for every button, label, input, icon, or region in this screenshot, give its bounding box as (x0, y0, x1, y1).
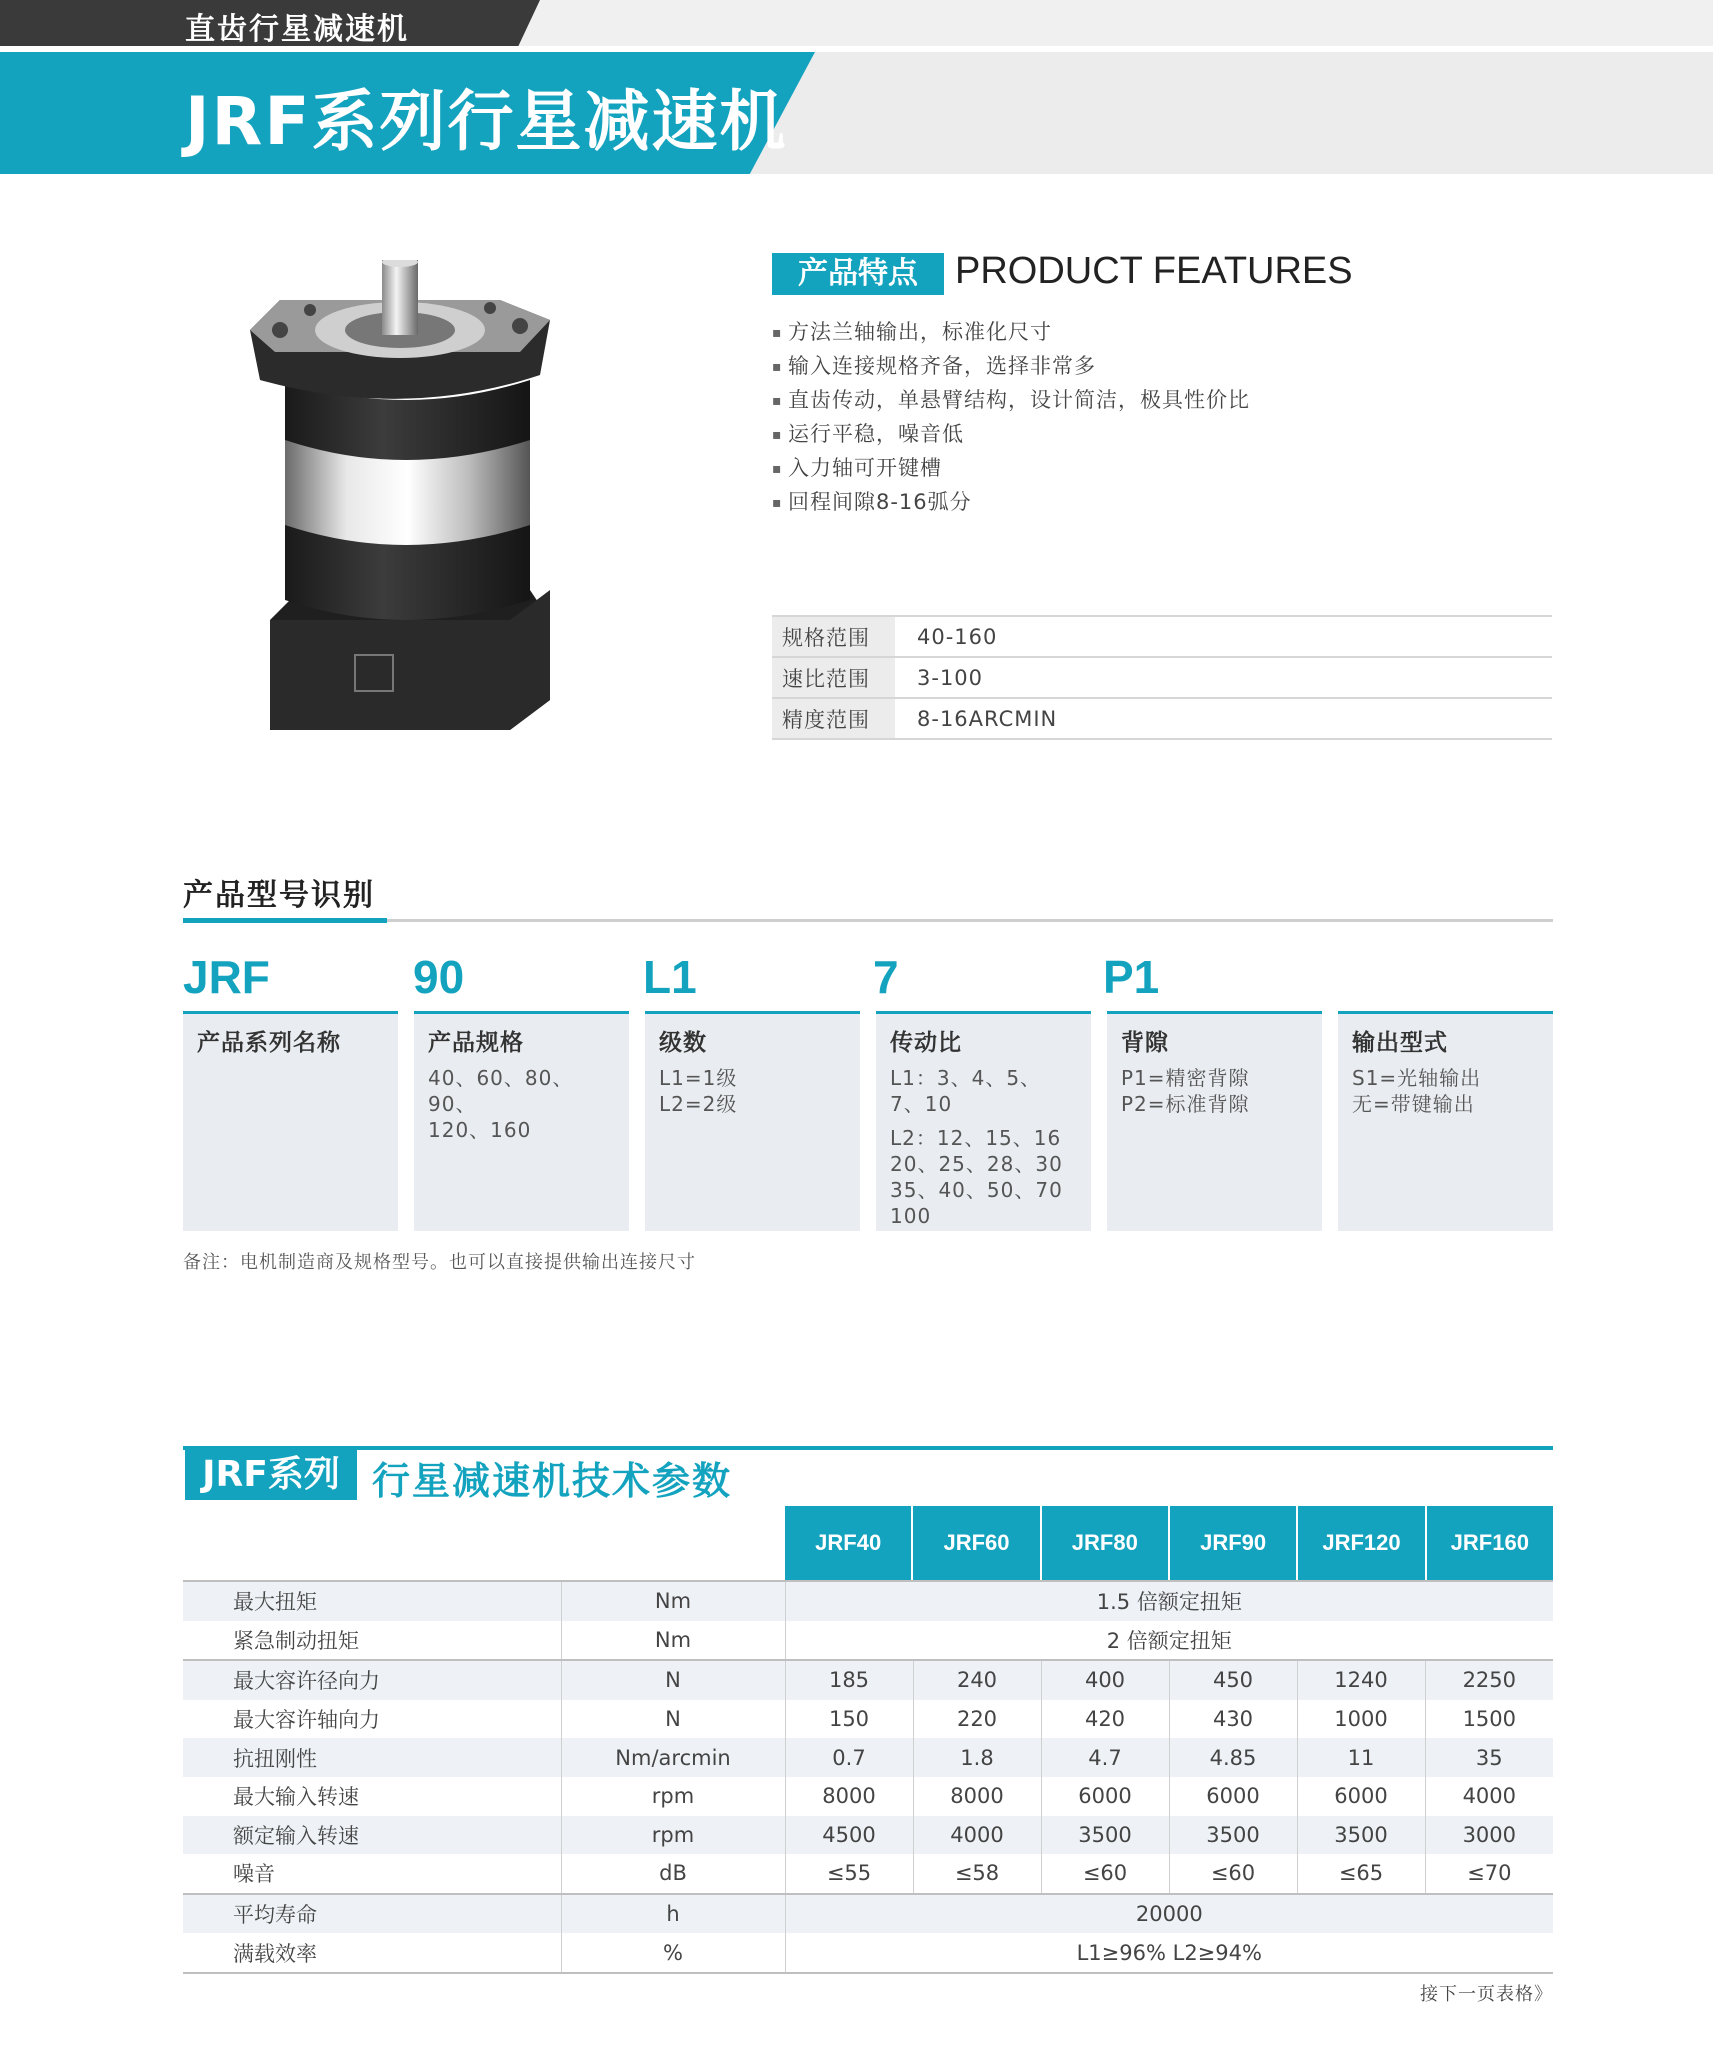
tech-row (183, 1738, 1553, 1777)
spec-key: 精度范围 (772, 698, 895, 739)
tech-value: 1240 (1297, 1660, 1425, 1700)
tech-param-unit: N (561, 1700, 785, 1739)
tech-param-name: 最大输入转速 (183, 1777, 561, 1816)
model-id-title: 产品型号识别 (183, 878, 375, 913)
tech-value: ≤70 (1425, 1854, 1553, 1894)
tech-value: 400 (1041, 1660, 1169, 1700)
tech-value: 1000 (1297, 1700, 1425, 1739)
model-col-line: L2：12、15、16 (890, 1126, 1062, 1150)
model-id-divider-accent (183, 918, 387, 923)
features-title: PRODUCT FEATURES (955, 250, 1353, 292)
tech-param-name: 抗扭刚性 (183, 1738, 561, 1777)
tech-title: 行星减速机技术参数 (372, 1459, 733, 1503)
model-col-line: L1=1级 (659, 1066, 738, 1090)
spec-table (772, 615, 1552, 740)
spec-key: 规格范围 (772, 616, 895, 657)
tech-param-name: 平均寿命 (183, 1894, 561, 1934)
tech-param-name: 最大扭矩 (183, 1581, 561, 1621)
tech-value: 3500 (1169, 1816, 1297, 1855)
tech-merged-value: L1≥96% L2≥94% (785, 1933, 1553, 1973)
model-col-line: 35、40、50、70 (890, 1178, 1063, 1202)
tech-param-unit: N (561, 1660, 785, 1700)
spec-row (772, 616, 1552, 657)
model-col-backlash (1107, 1011, 1322, 1231)
model-col-heading: 级数 (659, 1030, 707, 1056)
tech-param-unit: Nm/arcmin (561, 1738, 785, 1777)
model-id-divider (183, 919, 1553, 922)
tech-value: 4500 (785, 1816, 913, 1855)
tech-value: 1500 (1425, 1700, 1553, 1739)
tech-value: ≤58 (913, 1854, 1041, 1894)
tech-param-unit: dB (561, 1854, 785, 1894)
tech-value: 35 (1425, 1738, 1553, 1777)
features-tag: 产品特点 (772, 253, 944, 295)
model-col-line: S1=光轴输出 (1352, 1066, 1482, 1090)
tech-value: ≤65 (1297, 1854, 1425, 1894)
tech-value: 0.7 (785, 1738, 913, 1777)
model-col-line: P2=标准背隙 (1121, 1092, 1250, 1116)
tech-param-unit: % (561, 1933, 785, 1973)
spec-value: 8-16ARCMIN (895, 698, 1552, 739)
tech-value: 420 (1041, 1700, 1169, 1739)
model-col-ratio (876, 1011, 1091, 1231)
tech-row (183, 1777, 1553, 1816)
tech-value: 240 (913, 1660, 1041, 1700)
tech-value: 6000 (1297, 1777, 1425, 1816)
tech-value: 1.8 (913, 1738, 1041, 1777)
model-col-size (414, 1011, 629, 1231)
tech-value: ≤60 (1041, 1854, 1169, 1894)
model-col-output (1338, 1011, 1553, 1231)
tech-value: 3500 (1041, 1816, 1169, 1855)
tech-value: 4.7 (1041, 1738, 1169, 1777)
feature-item: ▪ 直齿传动，单悬臂结构，设计简洁，极具性价比 (772, 383, 1250, 417)
tech-param-unit: h (561, 1894, 785, 1934)
tech-tag: JRF系列 (185, 1450, 357, 1500)
spec-value: 3-100 (895, 657, 1552, 698)
tech-row (183, 1660, 1553, 1700)
features-list (772, 315, 1250, 519)
tech-value: 185 (785, 1660, 913, 1700)
model-col-line: L2=2级 (659, 1092, 738, 1116)
tech-value: ≤60 (1169, 1854, 1297, 1894)
model-col-line: 100 (890, 1204, 932, 1228)
spec-value: 40-160 (895, 616, 1552, 657)
model-id-columns (183, 1011, 1553, 1231)
spec-row (772, 698, 1552, 739)
tech-model-label: JRF120 (1298, 1506, 1426, 1580)
tech-value: 8000 (913, 1777, 1041, 1816)
tech-value: 4.85 (1169, 1738, 1297, 1777)
tech-value: 2250 (1425, 1660, 1553, 1700)
tech-row (183, 1581, 1553, 1621)
tech-param-unit: Nm (561, 1621, 785, 1661)
tech-row (183, 1894, 1553, 1934)
tech-value: ≤55 (785, 1854, 913, 1894)
model-col-heading: 产品系列名称 (197, 1030, 341, 1056)
model-code-ratio: 7 (873, 951, 899, 1003)
model-col-line: 20、25、28、30 (890, 1152, 1063, 1176)
tech-param-name: 最大容许轴向力 (183, 1700, 561, 1739)
model-col-series (183, 1011, 398, 1231)
tech-param-name: 满载效率 (183, 1933, 561, 1973)
tech-value: 3500 (1297, 1816, 1425, 1855)
tech-value: 450 (1169, 1660, 1297, 1700)
tech-row (183, 1816, 1553, 1855)
tech-model-label: JRF80 (1042, 1506, 1170, 1580)
model-code-row (183, 950, 1553, 1010)
tech-param-name: 噪音 (183, 1854, 561, 1894)
tech-model-label: JRF90 (1170, 1506, 1298, 1580)
next-page-note: 接下一页表格》 (1420, 1984, 1553, 2005)
model-col-heading: 产品规格 (428, 1030, 524, 1056)
tech-merged-value: 2 倍额定扭矩 (785, 1621, 1553, 1661)
model-code-backlash: P1 (1103, 951, 1160, 1003)
tech-model-label: JRF40 (785, 1506, 913, 1580)
tech-model-label: JRF160 (1427, 1506, 1553, 1580)
model-col-line: P1=精密背隙 (1121, 1066, 1250, 1090)
page-title: JRF系列行星减速机 (185, 83, 788, 160)
model-col-line: 40、60、80、90、 (428, 1066, 574, 1116)
feature-item: ▪ 方法兰轴输出，标准化尺寸 (772, 315, 1250, 349)
model-col-heading: 传动比 (890, 1030, 962, 1056)
tech-model-header (785, 1506, 1553, 1580)
model-col-line: L1：3、4、5、 (890, 1066, 1042, 1090)
tech-value: 6000 (1041, 1777, 1169, 1816)
model-col-heading: 背隙 (1121, 1030, 1169, 1056)
model-code-series: JRF (183, 951, 270, 1003)
tech-row (183, 1933, 1553, 1973)
tech-value: 6000 (1169, 1777, 1297, 1816)
tech-param-name: 额定输入转速 (183, 1816, 561, 1855)
model-code-stage: L1 (643, 951, 697, 1003)
tech-param-unit: rpm (561, 1816, 785, 1855)
feature-item: ▪ 运行平稳，噪音低 (772, 417, 1250, 451)
model-col-line: 无=带键输出 (1352, 1092, 1475, 1116)
tech-model-label: JRF60 (913, 1506, 1041, 1580)
spec-key: 速比范围 (772, 657, 895, 698)
model-id-note: 备注：电机制造商及规格型号。也可以直接提供输出连接尺寸 (183, 1252, 696, 1273)
tech-merged-value: 1.5 倍额定扭矩 (785, 1581, 1553, 1621)
feature-item: ▪ 输入连接规格齐备，选择非常多 (772, 349, 1250, 383)
model-code-size: 90 (413, 951, 465, 1003)
tech-param-unit: Nm (561, 1581, 785, 1621)
tech-value: 4000 (913, 1816, 1041, 1855)
model-col-stage (645, 1011, 860, 1231)
category-label: 直齿行星减速机 (185, 12, 409, 47)
tech-row (183, 1700, 1553, 1739)
model-col-line: 7、10 (890, 1092, 953, 1116)
gearbox-product-image (240, 260, 570, 740)
tech-value: 220 (913, 1700, 1041, 1739)
tech-value: 11 (1297, 1738, 1425, 1777)
tech-param-name: 紧急制动扭矩 (183, 1621, 561, 1661)
tech-param-unit: rpm (561, 1777, 785, 1816)
model-col-heading: 输出型式 (1352, 1030, 1448, 1056)
tech-value: 150 (785, 1700, 913, 1739)
feature-item: ▪ 入力轴可开键槽 (772, 451, 1250, 485)
tech-row (183, 1621, 1553, 1661)
tech-param-name: 最大容许径向力 (183, 1660, 561, 1700)
tech-row (183, 1854, 1553, 1894)
tech-value: 3000 (1425, 1816, 1553, 1855)
tech-table (183, 1580, 1553, 1974)
tech-value: 4000 (1425, 1777, 1553, 1816)
tech-merged-value: 20000 (785, 1894, 1553, 1934)
spec-row (772, 657, 1552, 698)
feature-item: ▪ 回程间隙8-16弧分 (772, 485, 1250, 519)
tech-value: 430 (1169, 1700, 1297, 1739)
model-col-line: 120、160 (428, 1118, 532, 1142)
tech-value: 8000 (785, 1777, 913, 1816)
